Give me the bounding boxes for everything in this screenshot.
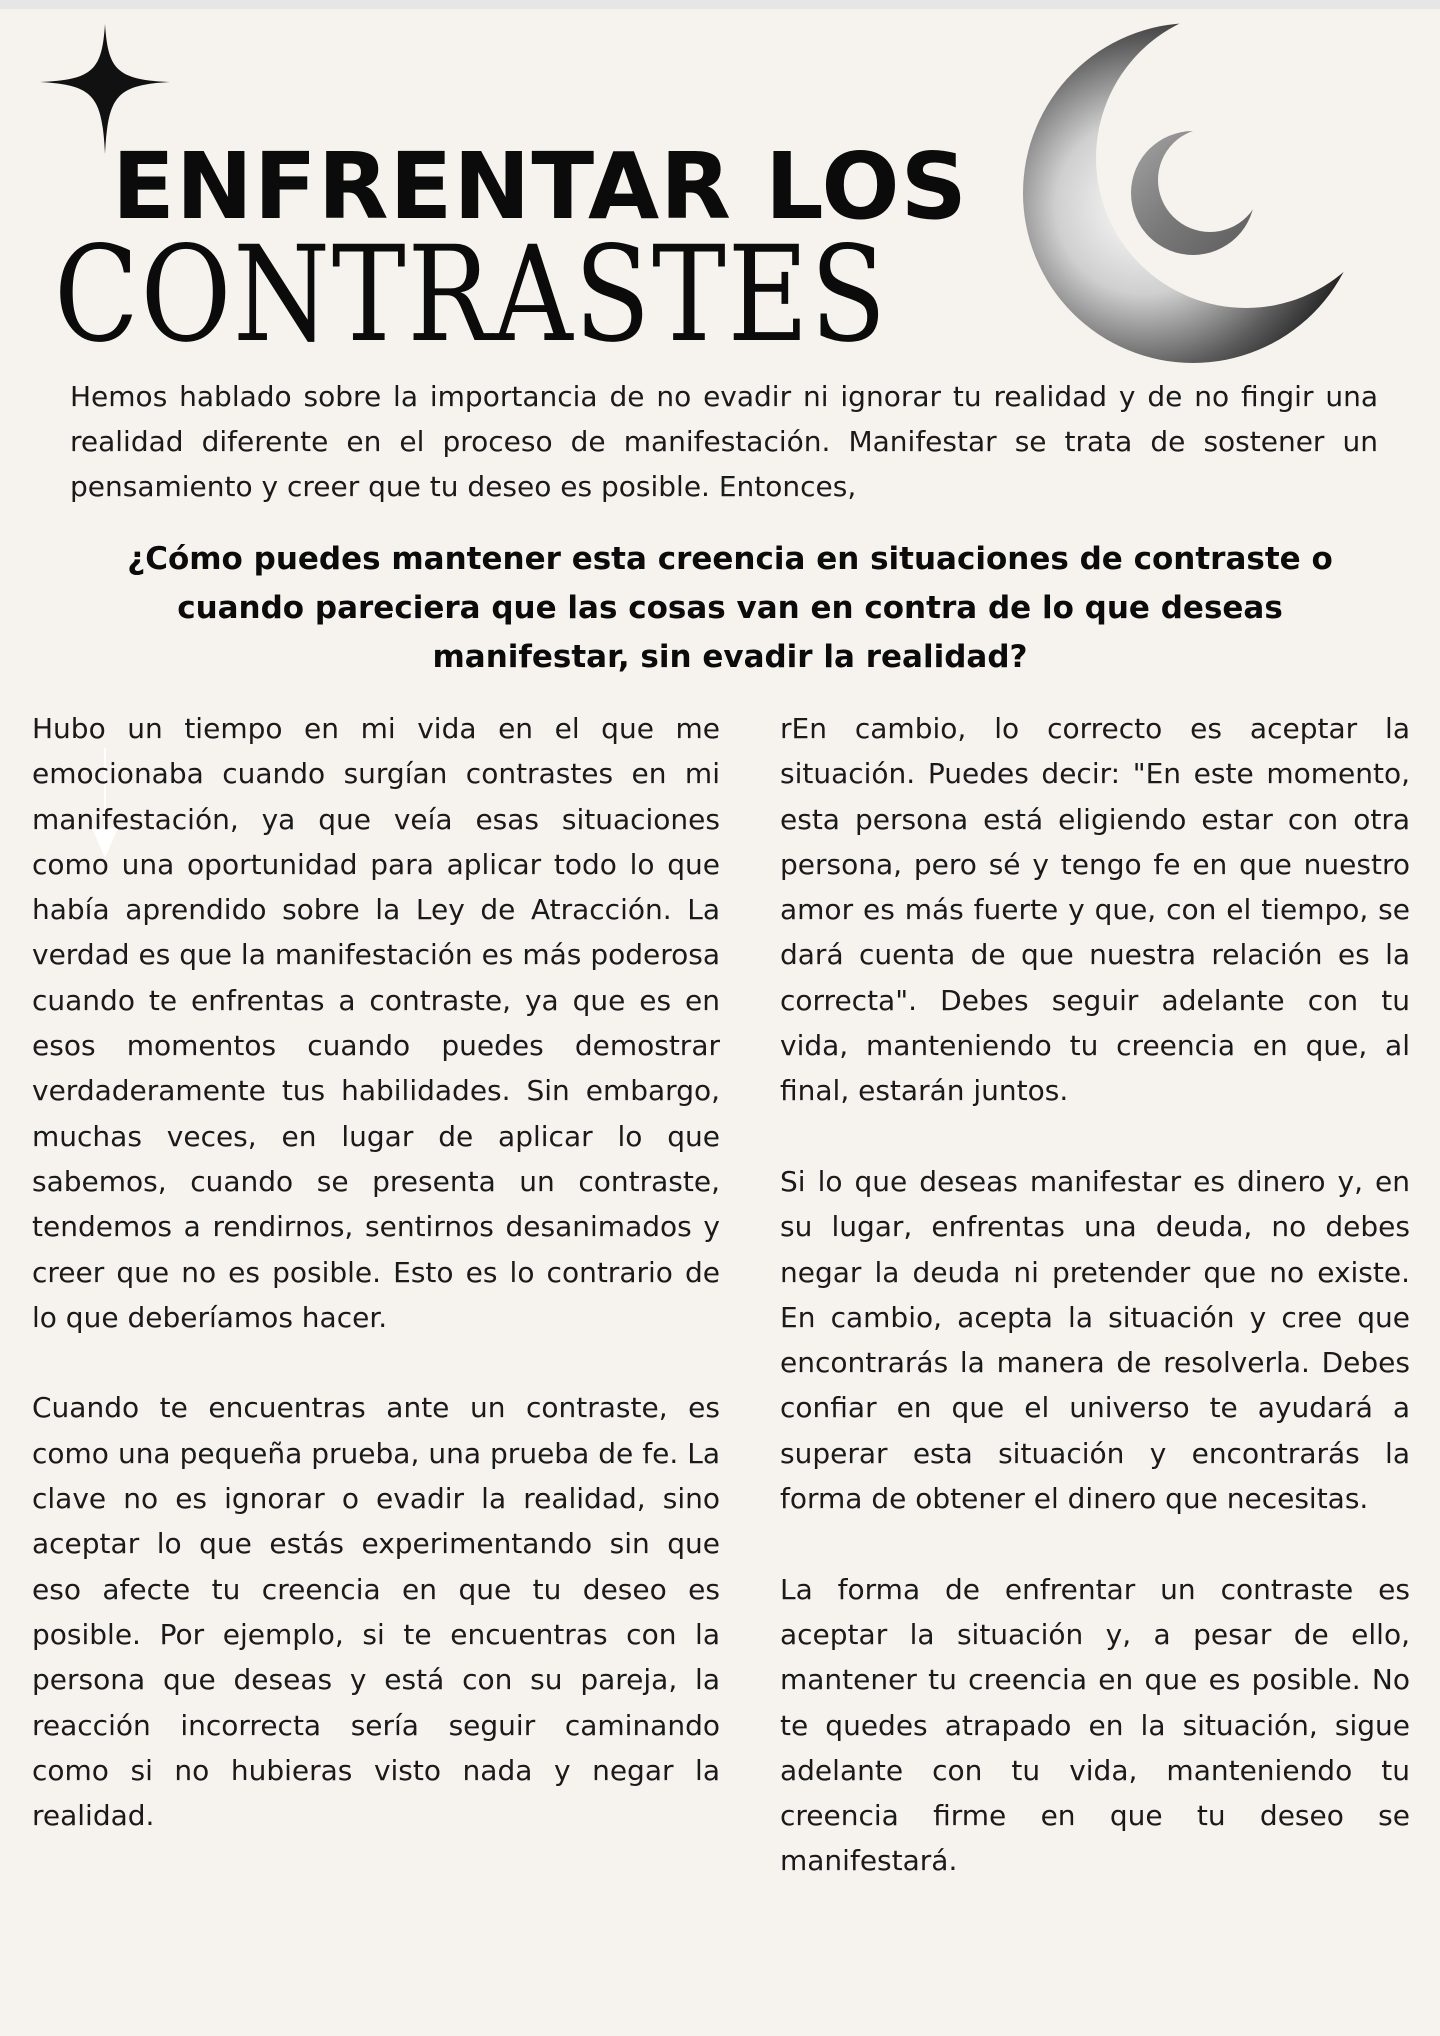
right-column [780,706,1410,1884]
intro-paragraph: Hemos hablado sobre la importancia de no evadir ni ignorar tu realidad y de no fingir una realidad diferente en el proceso de manifestación. Manifestar se trata de sostener un pensamiento y creer que tu deseo es posible. Entonces, [70,380,1378,503]
title-line-2: CONTRASTES [54,218,888,372]
title-line-1: ENFRENTAR LOS [112,133,968,240]
key-question: ¿Cómo puedes mantener esta creencia en situaciones de contraste o cuando pareciera que las cosas van en contra de lo que deseas manifestar, sin evadir la realidad? [127,541,1333,675]
body-paragraph: Hubo un tiempo en mi vida en el que me emocionaba cuando surgían contrastes en mi manifestación, ya que veía esas situaciones como una oportunidad para aplicar todo lo que había aprendido sobre la Ley de Atracción. La verdad es que la manifestación es más poderosa cuando te enfrentas a contraste, ya que es en esos momentos cuando puedes demostrar verdaderamente tus habilidades. Sin embargo, muchas veces, en lugar de aplicar lo que sabemos, cuando se presenta un contraste, tendemos a rendirnos, sentirnos desanimados y creer que no es posible. Esto es lo contrario de lo que deberíamos hacer. [32,712,720,1334]
body-paragraph: rEn cambio, lo correcto es aceptar la situación. Puedes decir: "En este momento, esta persona está eligiendo estar con otra persona, pero sé y tengo fe en que nuestro amor es más fuerte y que, con el tiempo, se dará cuenta de que nuestra relación es la correcta". Debes seguir adelante con tu vida, manteniendo tu creencia en que, al final, estarán juntos. [780,712,1410,1108]
crescent-moon-icon [1018,8,1378,368]
body-paragraph: Cuando te encuentras ante un contraste, es como una pequeña prueba, una prueba de fe. La clave no es ignorar o evadir la realidad, sino aceptar lo que estás experimentando sin que eso afecte tu creencia en que tu deseo es posible. Por ejemplo, si te encuentras con la persona que deseas y está con su pareja, la reacción incorrecta sería seguir caminando como si no hubieras visto nada y negar la realidad. [32,1391,720,1833]
body-paragraph: Si lo que deseas manifestar es dinero y, en su lugar, enfrentas una deuda, no debes negar la deuda ni pretender que no existe. En cambio, acepta la situación y cree que encontrarás la manera de resolverla. Debes confiar en que el universo te ayudará a superar esta situación y encontrarás la forma de obtener el dinero que necesitas. [780,1164,1410,1516]
body-paragraph: La forma de enfrentar un contraste es aceptar la situación y, a pesar de ello, mantener tu creencia en que es posible. No te quedes atrapado en la situación, sigue adelante con tu vida, manteniendo tu creencia firme en que tu deseo se manifestará. [780,1572,1410,1878]
left-column [32,706,720,1838]
